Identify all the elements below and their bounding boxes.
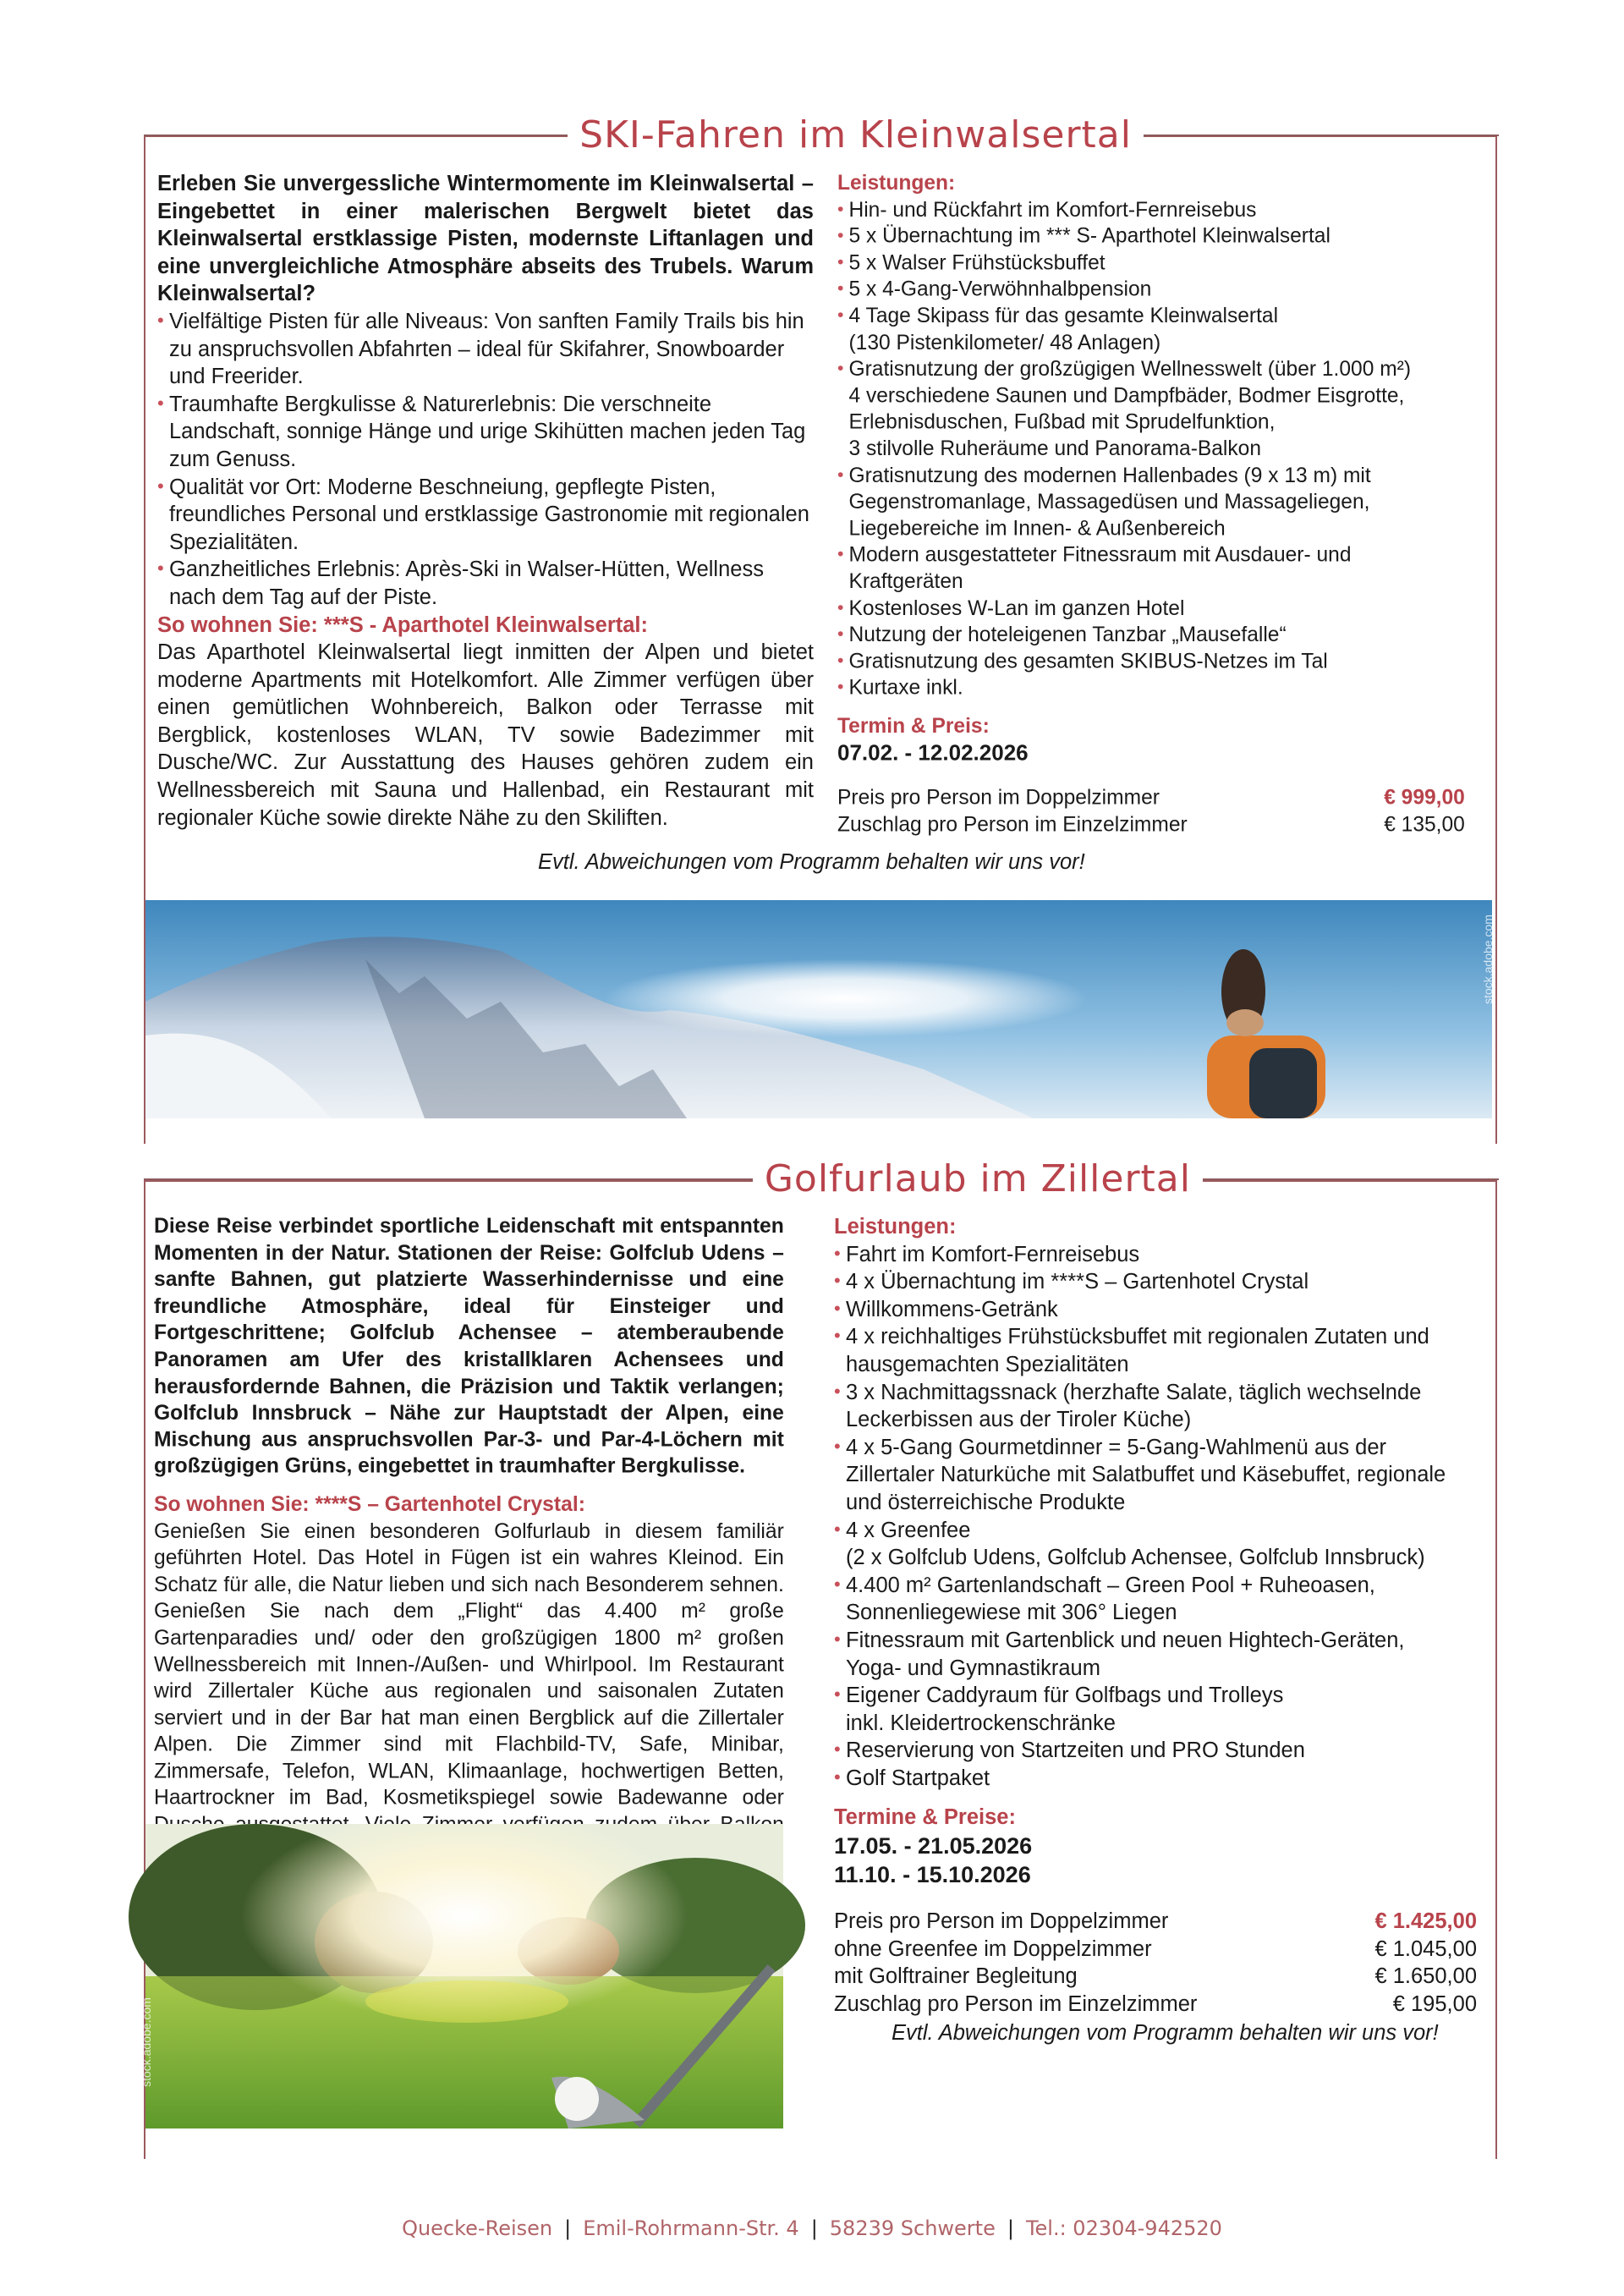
list-item: • Willkommens-Getränk xyxy=(834,1296,1477,1324)
price-row xyxy=(834,1908,1477,1936)
price-label: Preis pro Person im Doppelzimmer xyxy=(834,1909,1169,1934)
golf-services xyxy=(834,1241,1477,1793)
list-item: • 4 Tage Skipass für das gesamte Kleinwalsertal (130 Pistenkilometer/ 48 Anlagen) xyxy=(837,303,1465,356)
ski-dates xyxy=(837,739,1465,767)
list-item: • 4 x reichhaltiges Frühstücksbuffet mit regionalen Zutaten und hausgemachten Spezialitäten xyxy=(834,1323,1477,1378)
ski-photo-credit: stock.adobe.com xyxy=(1481,915,1495,1004)
list-item: • Nutzung der hoteleigenen Tanzbar „Mausefalle“ xyxy=(837,622,1465,648)
price-label: Zuschlag pro Person im Einzelzimmer xyxy=(834,1991,1198,2016)
list-item: • 5 x Walser Frühstücksbuffet xyxy=(837,250,1465,276)
price-value: € 1.650,00 xyxy=(1374,1964,1477,1989)
price-row xyxy=(837,811,1465,838)
price-row xyxy=(834,1936,1477,1964)
price-label: ohne Greenfee im Doppelzimmer xyxy=(834,1936,1152,1961)
footer-separator: | xyxy=(564,2216,572,2240)
list-item: • Ganzheitliches Erlebnis: Après-Ski in Walser-Hütten, Wellness nach dem Tag auf der Piste. xyxy=(157,556,814,611)
golf-title-row xyxy=(142,1157,1499,1200)
ski-title-row xyxy=(142,113,1499,157)
golf-title: Golfurlaub im Zillertal xyxy=(753,1161,1203,1198)
title-rule-right xyxy=(1203,1178,1499,1180)
golf-photo-credit: stock.adobe.com xyxy=(139,1997,153,2087)
footer-city: 58239 Schwerte xyxy=(829,2216,996,2240)
list-item: • Hin- und Rückfahrt im Komfort-Fernreisebus xyxy=(837,196,1465,222)
list-item: • Golf Startpaket xyxy=(834,1765,1477,1793)
ski-photo-illustration xyxy=(145,900,1492,1118)
golf-course-photo xyxy=(139,1824,783,2128)
date-range: 17.05. - 21.05.2026 xyxy=(834,1833,1033,1859)
date-range: 07.02. - 12.02.2026 xyxy=(837,740,1029,766)
list-item: • Kurtaxe inkl. xyxy=(837,675,1465,701)
price-value: € 1.425,00 xyxy=(1374,1909,1477,1934)
golf-hotel-text: Genießen Sie einen besonderen Golfurlaub in diesem familiär geführten Hotel. Das Hotel in Fügen ist ein wahres Kleinod. Ein Schatz für alle, die Natur lieben und sich nach Besonderem sehnen. Genießen Sie nach dem „Flight“ das 4.400 m² große Gartenparadies und/ oder den großzügigen 1800 m² großen Wellnessbereich mit Innen-/Außen- und Whirlpool. Im Restaurant wird Zillertaler Küche aus regionalen und saisonalen Zutaten serviert und in der Bar hat man einen Bergblick auf die Zillertaler Alpen. Die Zimmer sind mit Flachbild-TV, Safe, Minibar, Zimmersafe, Telefon, WLAN, Klimaanlage, hochwertigen Betten, Haartrockner im Bad, Kosmetikspiegel sowie Badewanne oder xyxy=(154,1519,784,1810)
price-value: € 1.045,00 xyxy=(1374,1936,1477,1961)
list-item: • Fitnessraum mit Gartenblick und neuen Hightech-Geräten, Yoga- und Gymnastikraum xyxy=(834,1627,1477,1682)
date-range: 11.10. - 15.10.2026 xyxy=(834,1862,1031,1888)
ski-services-heading: Leistungen: xyxy=(837,171,956,195)
footer-company: Quecke-Reisen xyxy=(402,2216,553,2240)
ski-title: SKI-Fahren im Kleinwalsertal xyxy=(568,117,1144,154)
list-item: • Eigener Caddyraum für Golfbags und Trolleys inkl. Kleidertrockenschränke xyxy=(834,1682,1477,1737)
footer-separator: | xyxy=(810,2216,818,2240)
price-row xyxy=(834,1991,1477,2019)
golf-note: Evtl. Abweichungen vom Programm behalten wir uns vor! xyxy=(892,2021,1439,2046)
golf-right-column xyxy=(834,1213,1477,2047)
ski-dates-heading: Termin & Preis: xyxy=(837,714,990,738)
price-label: mit Golftrainer Begleitung xyxy=(834,1964,1078,1989)
title-rule-left xyxy=(144,135,568,136)
golf-hotel-heading: So wohnen Sie: ****S – Gartenhotel Crystal: xyxy=(154,1492,585,1516)
golf-prices xyxy=(834,1908,1477,2018)
price-row xyxy=(837,785,1465,811)
ski-right-column xyxy=(837,170,1465,838)
price-label: Zuschlag pro Person im Einzelzimmer xyxy=(837,813,1188,837)
list-item: • Vielfältige Pisten für alle Niveaus: Von sanften Family Trails bis hin zu anspruchsvollen Abfahrten – ideal für Skifahrer, Snowboarder und Freerider. xyxy=(157,308,814,391)
ski-intro: Erleben Sie unvergessliche Wintermomente im Kleinwalsertal – Eingebettet in einer malerischen Bergwelt bietet das Kleinwalsertal erstklassige Pisten, modernste Liftanlagen und eine unvergleichliche Atmosphäre abseits des Trubels. Warum Kleinwalsertal? xyxy=(157,172,814,306)
ski-note: Evtl. Abweichungen vom Programm behalten wir uns vor! xyxy=(538,850,1085,874)
list-item: • Traumhafte Bergkulisse & Naturerlebnis: Die verschneite Landschaft, sonnige Hänge und urige Skihütten machen jeden Tag zum Genuss. xyxy=(157,391,814,474)
list-item: • 4 x Übernachtung im ****S – Gartenhotel Crystal xyxy=(834,1268,1477,1296)
ski-hotel-text: Das Aparthotel Kleinwalsertal liegt inmitten der Alpen und bietet moderne Apartments mit Hotelkomfort. Alle Zimmer verfügen über einen gemütlichen Wohnbereich, Balkon oder Terrasse mit Bergblick, kostenloses WLAN, TV sowie Badezimmer mit Dusche/WC. Zur Ausstattung des Hauses gehören zudem ein Wellnessbereich mit Sauna und Hallenbad, ein Restaurant mit regionaler Küche sowie direkte Nähe zu den Skiliften. xyxy=(157,640,814,830)
golf-intro: Diese Reise verbindet sportliche Leidenschaft mit entspannten Momenten in der Natur. Stationen der Reise: Golfclub Udens – sanfte Bahnen, gut platzierte Wasserhindernisse und eine freundliche Atmosphäre, ideal für Einsteiger und Fortgeschrittene; Golfclub Achensee – atemberaubende Panoramen am Ufer des kristallklaren Achensees und herausfordernde Bahnen, die Präzision und Taktik verlangen; Golfclub Innsbruck – Nähe zur Hauptstadt der Alpen, eine Mischung aus anspruchsvollen Par-3- und Par-4-Löchern mit großzügigen Grüns, eingebettet in traumhafter Bergkulisse. xyxy=(154,1214,784,1478)
footer-contact xyxy=(0,2216,1624,2240)
list-item: • 3 x Nachmittagssnack (herzhafte Salate, täglich wechselnde Leckerbissen aus der Tiroler Küche) xyxy=(834,1379,1477,1434)
price-label: Preis pro Person im Doppelzimmer xyxy=(837,786,1160,810)
list-item: • Gratisnutzung des modernen Hallenbades (9 x 13 m) mit Gegenstromanlage, Massagedüsen und Massageliegen, Liegebereiche im Innen- & Außenbereich xyxy=(837,462,1465,541)
golf-dates-heading: Termine & Preise: xyxy=(834,1805,1016,1830)
ski-hotel-heading: So wohnen Sie: ***S - Aparthotel Kleinwalsertal: xyxy=(157,612,648,637)
list-item: • Kostenloses W-Lan im ganzen Hotel xyxy=(837,595,1465,621)
list-item: • 4.400 m² Gartenlandschaft – Green Pool + Ruheoasen, Sonnenliegewiese mit 306° Liegen xyxy=(834,1572,1477,1627)
footer-phone: Tel.: 02304-942520 xyxy=(1025,2216,1222,2240)
title-rule-right xyxy=(1144,135,1499,136)
ski-left-column xyxy=(157,170,814,832)
list-item: • 4 x 5-Gang Gourmetdinner = 5-Gang-Wahlmenü aus der Zillertaler Naturküche mit Salatbuffet und Käsebuffet, regionale und österreichische Produkte xyxy=(834,1434,1477,1517)
golf-left-column xyxy=(154,1213,784,1865)
ski-prices xyxy=(837,785,1465,838)
list-item: • 4 x Greenfee (2 x Golfclub Udens, Golfclub Achensee, Golfclub Innsbruck) xyxy=(834,1517,1477,1572)
ski-mountain-photo xyxy=(145,900,1495,1118)
footer-separator: | xyxy=(1007,2216,1014,2240)
list-item: • Modern ausgestatteter Fitnessraum mit Ausdauer- und Kraftgeräten xyxy=(837,542,1465,596)
list-item: • Gratisnutzung des gesamten SKIBUS-Netzes im Tal xyxy=(837,648,1465,674)
golf-dates xyxy=(834,1832,1477,1889)
list-item: • Reservierung von Startzeiten und PRO Stunden xyxy=(834,1737,1477,1765)
price-value: € 999,00 xyxy=(1384,786,1465,810)
list-item: • 5 x Übernachtung im *** S- Aparthotel Kleinwalsertal xyxy=(837,223,1465,250)
price-value: € 135,00 xyxy=(1384,813,1465,837)
title-rule-left xyxy=(144,1178,753,1180)
ski-highlights xyxy=(157,308,814,612)
list-item: • Gratisnutzung der großzügigen Wellnesswelt (über 1.000 m²) 4 verschiedene Saunen und Dampfbäder, Bodmer Eisgrotte, Erlebnisduschen, Fußbad mit Sprudelfunktion, 3 stilvolle Ruheräume und Panorama-Balkon xyxy=(837,356,1465,463)
list-item: • Fahrt im Komfort-Fernreisebus xyxy=(834,1241,1477,1269)
footer-street: Emil-Rohrmann-Str. 4 xyxy=(583,2216,799,2240)
ski-services xyxy=(837,196,1465,701)
golf-services-heading: Leistungen: xyxy=(834,1215,957,1239)
price-value: € 195,00 xyxy=(1392,1991,1477,2016)
price-row xyxy=(834,1963,1477,1991)
list-item: • 5 x 4-Gang-Verwöhnhalbpension xyxy=(837,277,1465,303)
list-item: • Qualität vor Ort: Moderne Beschneiung, gepflegte Pisten, freundliches Personal und erstklassige Gastronomie mit regionalen Spezialitäten. xyxy=(157,474,814,557)
golf-photo-illustration xyxy=(145,1824,783,2128)
